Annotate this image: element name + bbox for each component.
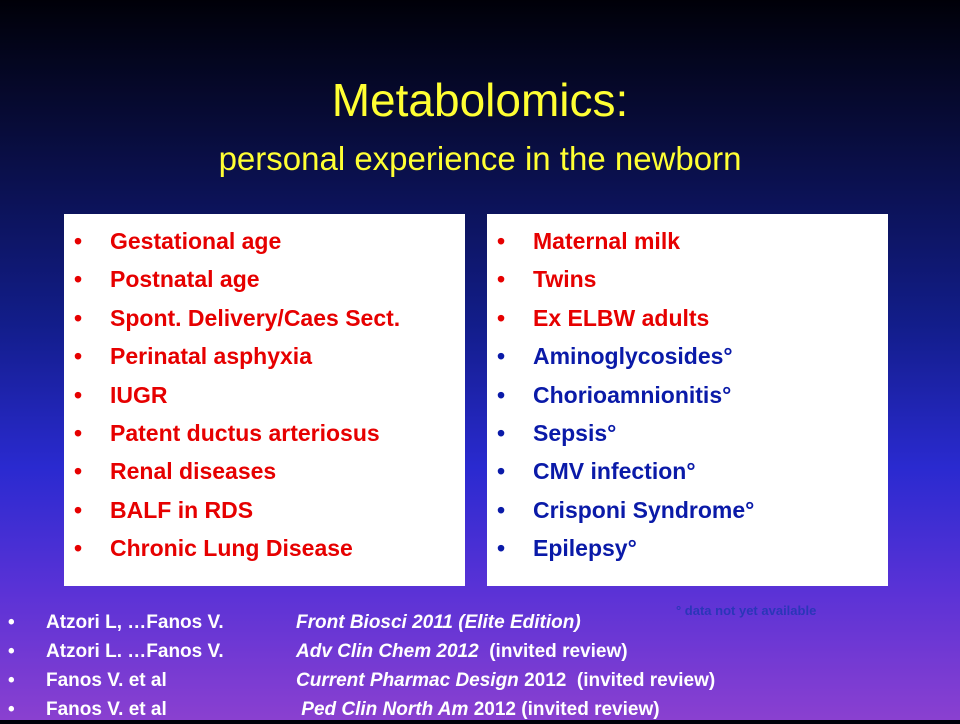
- reference-journal: Current Pharmac Design: [296, 670, 519, 691]
- list-item-text: Chorioamnionitis°: [533, 381, 732, 408]
- reference-authors: Atzori L, …Fanos V.: [46, 612, 224, 633]
- list-item-text: BALF in RDS: [110, 496, 254, 523]
- list-item: [64, 299, 465, 337]
- bullet-icon: •: [74, 419, 83, 446]
- bullet-icon: •: [497, 343, 506, 370]
- bullet-icon: •: [497, 535, 506, 562]
- list-item: [487, 376, 888, 414]
- slide-title: Metabolomics:: [331, 74, 629, 126]
- list-item-text: Gestational age: [110, 228, 282, 254]
- reference-item: [0, 666, 960, 695]
- list-item-text: Aminoglycosides°: [533, 343, 733, 370]
- bullet-icon: •: [497, 266, 506, 293]
- bullet-icon: •: [8, 699, 15, 720]
- list-item-text: Epilepsy°: [533, 535, 637, 562]
- bullet-icon: •: [497, 381, 506, 408]
- reference-item: [0, 608, 960, 637]
- bullet-icon: •: [74, 496, 83, 523]
- list-item: [487, 452, 888, 490]
- right-bullet-list: [487, 214, 888, 568]
- list-item: [64, 337, 465, 375]
- list-item-text: IUGR: [110, 381, 168, 408]
- bullet-icon: •: [74, 228, 83, 254]
- bullet-icon: •: [74, 535, 83, 562]
- bullet-icon: •: [74, 343, 83, 370]
- list-item-text: Chronic Lung Disease: [110, 535, 353, 562]
- reference-citation: [296, 637, 628, 666]
- list-item-text: Patent ductus arteriosus: [110, 419, 380, 446]
- bullet-icon: •: [74, 458, 83, 485]
- list-item: [64, 491, 465, 529]
- slide-subtitle: personal experience in the newborn: [218, 140, 742, 177]
- reference-journal: Front Biosci 2011 (Elite Edition): [296, 612, 581, 633]
- list-item-text: Crisponi Syndrome°: [533, 496, 755, 523]
- list-item: [487, 414, 888, 452]
- list-item: [487, 491, 888, 529]
- reference-suffix: 2012 (invited review): [518, 670, 716, 691]
- bullet-icon: •: [8, 641, 15, 662]
- reference-authors: Atzori L. …Fanos V.: [46, 641, 224, 662]
- reference-journal: Adv Clin Chem 2012: [296, 641, 479, 662]
- left-list-box: [64, 214, 465, 586]
- list-item: [487, 529, 888, 567]
- bullet-icon: •: [497, 496, 506, 523]
- bullet-icon: •: [497, 304, 506, 331]
- bullet-icon: •: [74, 381, 83, 408]
- list-item: [487, 222, 888, 260]
- list-item-text: Twins: [533, 266, 597, 293]
- list-item-text: Maternal milk: [533, 228, 680, 254]
- bullet-icon: •: [497, 458, 506, 485]
- list-item-text: Perinatal asphyxia: [110, 343, 312, 370]
- reference-authors: Fanos V. et al: [46, 699, 167, 720]
- footnote: ° data not yet available: [676, 603, 817, 618]
- reference-authors: Fanos V. et al: [46, 670, 167, 691]
- bullet-icon: •: [497, 419, 506, 446]
- list-item: [64, 414, 465, 452]
- list-item: [64, 452, 465, 490]
- reference-suffix: (invited review): [478, 641, 628, 662]
- bullet-icon: •: [74, 304, 83, 331]
- list-item: [487, 299, 888, 337]
- bullet-icon: •: [8, 670, 15, 691]
- reference-citation: [296, 666, 715, 695]
- list-item: [487, 260, 888, 298]
- reference-journal: Ped Clin North Am: [296, 699, 469, 720]
- reference-item: [0, 637, 960, 666]
- bullet-icon: •: [74, 266, 83, 293]
- list-item: [64, 529, 465, 567]
- list-item-text: Postnatal age: [110, 266, 260, 293]
- left-bullet-list: [64, 214, 465, 568]
- list-item-text: Renal diseases: [110, 458, 277, 485]
- bullet-icon: •: [497, 228, 506, 254]
- list-item: [64, 260, 465, 298]
- list-item-text: Sepsis°: [533, 419, 617, 446]
- list-item-text: Ex ELBW adults: [533, 304, 710, 331]
- list-item: [64, 222, 465, 260]
- bullet-icon: •: [8, 612, 15, 633]
- reference-citation: [296, 608, 581, 637]
- reference-suffix: 2012 (invited review): [468, 699, 660, 720]
- list-item: [487, 337, 888, 375]
- references-list: [0, 608, 960, 724]
- list-item-text: CMV infection°: [533, 458, 696, 485]
- right-list-box: [487, 214, 888, 586]
- list-item-text: Spont. Delivery/Caes Sect.: [110, 304, 401, 331]
- list-item: [64, 376, 465, 414]
